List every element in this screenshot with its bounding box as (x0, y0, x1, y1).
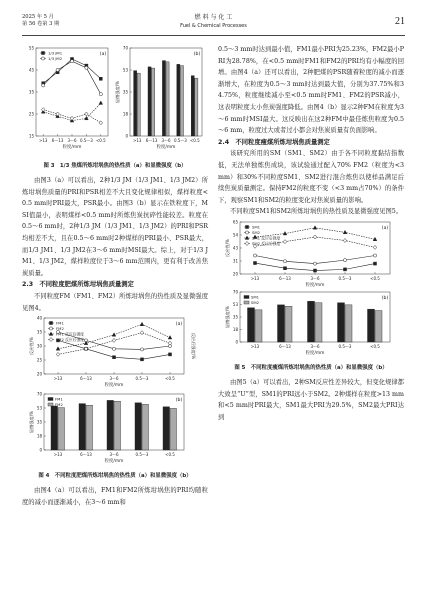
x-tick-label: 0.5～3 (135, 376, 149, 382)
legend-label: FM1 反应后强度 (56, 331, 85, 337)
x-tick-label: 0.5～3 (135, 452, 149, 458)
data-point (99, 93, 102, 96)
data-point (314, 269, 317, 272)
y-tick-label: 0 (39, 447, 42, 453)
y-tick-label: 70 (232, 289, 238, 295)
bar-chart-panel (114, 45, 202, 150)
x-tick-label: <0.5 (165, 452, 175, 458)
bar (315, 303, 322, 342)
x-tick-label: 6～13 (145, 138, 158, 143)
legend-swatch (48, 403, 53, 406)
legend-label: FM2 反应后强度 (56, 337, 85, 343)
y-tick-label: 53 (36, 405, 42, 411)
data-point (99, 101, 103, 104)
bar (114, 401, 121, 450)
y-axis-label: 显微强度/% (115, 80, 120, 104)
x-tick-label: 6～13 (279, 343, 291, 349)
data-point (313, 235, 317, 239)
figure-3 (22, 44, 208, 160)
figure-4 (22, 314, 208, 470)
bar (51, 406, 58, 450)
y-tick-label: 18 (36, 433, 42, 439)
y-axis-label: 反应性/% (29, 337, 34, 356)
x-tick-label: >13 (132, 138, 142, 143)
legend-marker (41, 57, 44, 60)
x-axis-label: 粒度/mm (104, 459, 124, 465)
x-axis-label: 粒度/mm (156, 145, 176, 150)
paragraph: 不同粒度FM（FM1、FM2）所炼坩埚焦的热性质及显微强度见图4。 (22, 292, 208, 312)
page-number: 21 (395, 16, 405, 27)
legend-marker (50, 322, 53, 325)
bar (152, 68, 155, 136)
x-tick-label: <0.5 (370, 275, 380, 281)
y-tick-label: 20 (232, 271, 238, 277)
y-tick-label: 43 (232, 245, 238, 251)
x-tick-label: <0.5 (370, 343, 380, 349)
data-point (56, 353, 60, 357)
legend-label: FM1 (56, 320, 64, 326)
y-tick-label: 35 (28, 89, 34, 95)
x-tick-label: 6～13 (51, 138, 64, 143)
data-point (42, 84, 45, 87)
bar (162, 61, 165, 136)
data-point (169, 353, 172, 356)
bar (375, 310, 382, 341)
bar (134, 71, 137, 136)
x-tick-label: >13 (53, 376, 63, 382)
data-point (374, 262, 377, 265)
data-point (343, 230, 347, 233)
x-tick-label: >13 (53, 452, 63, 458)
y-tick-label: 53 (232, 301, 238, 307)
legend-label: SM2 反应后强度 (252, 240, 281, 246)
figure-3-chart (22, 44, 208, 156)
data-point (141, 358, 144, 361)
data-point (313, 262, 316, 265)
panel-label: (a) (175, 322, 183, 328)
data-point (283, 240, 287, 244)
y-tick-label: 25 (36, 357, 42, 363)
y-tick-label: 55 (28, 45, 34, 51)
data-point (283, 260, 286, 263)
legend-swatch (244, 295, 249, 298)
bar (142, 405, 149, 451)
data-point (113, 356, 116, 359)
paragraph: 不同粒度SM1和SM2所炼坩埚焦的热性质及显微强度见图5。 (230, 208, 403, 216)
x-axis-label: 粒度/mm (305, 282, 325, 288)
bar (308, 301, 315, 342)
panel-label: (b) (193, 52, 201, 57)
figure-4-caption: 图 4 不同粒度肥煤所炼坩埚焦的热性质（a）和显微强度（b） (38, 473, 192, 480)
data-point (253, 254, 256, 257)
x-tick-label: 3～6 (67, 138, 77, 143)
legend-marker (49, 327, 52, 330)
panel-label: (a) (381, 225, 389, 231)
issue-line-2: 第 56 卷第 3 期 (22, 21, 60, 27)
x-tick-label: <0.5 (165, 376, 175, 382)
legend-label: SM1 (252, 224, 261, 230)
data-point (70, 116, 74, 120)
data-point (85, 116, 89, 119)
legend-label: SM1 (251, 294, 260, 300)
bar (137, 73, 140, 136)
data-point (85, 66, 88, 69)
bar-chart-panel (224, 289, 390, 356)
paragraph: 由图3（a）可以看出，2种1/3 JM（1/3 JM1、1/3 JM2）所炼坩埚焦质量的PRI和PSR相差不大且变化规律相似，煤样粒度<0.5 mm时PRI最大，PSR最小。由图3（b）显示在铁粒度下，MSI值最小，表明煤样<0.5 mm时所炼焦炭抗碎性能较差。粒度在0.5～6 mm时，2种1/3 JM（1/3 JM1、1/3 JM2）的PRI和PSR均相差不大，且在0.5～6 mm时2种煤样的PRI最小、PSR最大，而1/3 JM1、1/3 JM2在3～6 mm时MSI最大。综上，对于1/3 JM1、1/3 JM2，煤样粒度位于3～6 mm范围内，更有利于改善焦炭质量。 (22, 177, 208, 277)
legend-marker (246, 225, 249, 228)
x-tick-label: 3～6 (310, 343, 320, 349)
y-tick-label: 15 (28, 133, 34, 139)
left-column (22, 44, 208, 508)
page-header (22, 14, 405, 36)
section-heading-2-4: 2.4 不同粒度瘦煤所炼坩埚焦质量测定 (218, 138, 330, 146)
x-tick-label: 6～13 (80, 452, 92, 458)
legend-marker (49, 332, 53, 335)
x-axis-label: 粒度/mm (62, 145, 82, 150)
line-chart-panel (224, 219, 390, 288)
y-tick-label: 65 (232, 219, 238, 225)
x-tick-label: 6～13 (80, 376, 92, 382)
bar (148, 67, 151, 136)
x-tick-label: 3～6 (109, 376, 119, 382)
bar (163, 407, 170, 450)
legend-marker (245, 236, 249, 239)
y2-axis-label: 反应后强度/% (191, 332, 196, 360)
legend-marker (245, 231, 248, 234)
bar (285, 306, 292, 342)
legend-label: SM2 (252, 229, 261, 235)
y-tick-label: 0 (125, 133, 128, 139)
bar (58, 408, 65, 450)
data-point (373, 245, 377, 249)
bar (368, 309, 375, 342)
x-tick-label: 0.5～3 (338, 343, 352, 349)
y-tick-label: 70 (36, 391, 42, 397)
bar (255, 310, 262, 342)
data-point (373, 254, 376, 257)
data-point (56, 68, 59, 71)
bar (248, 308, 255, 342)
data-point (41, 108, 45, 112)
bar (79, 404, 86, 450)
x-tick-label: >13 (250, 275, 260, 281)
data-point (168, 341, 172, 345)
section-heading-2-3: 2.3 不同粒度肥煤所炼坩埚焦质量测定 (22, 281, 134, 289)
y-tick-label: 35 (36, 419, 42, 425)
y-tick-label: 20 (36, 371, 42, 377)
y-tick-label: 18 (232, 326, 238, 332)
x-tick-label: 0.5～3 (173, 138, 187, 143)
data-point (85, 112, 89, 116)
data-point (56, 112, 60, 116)
x-tick-label: 0.5～3 (338, 275, 352, 281)
bar (278, 305, 285, 342)
x-tick-label: >13 (250, 343, 260, 349)
paragraph: 0.5～3 mm时达到最小值，FM1最小PRI为25.23%，FM2最小PRI为28.78%，在<0.5 mm时FM1和FM2的PRI均有小幅度的回增。由图4（a）还可以看出，2种肥煤的PSR随着粒度的减小而逐渐增大，在粒度为0.5～3 mm时达到最大值，分别为37.75%和34.75%，粒度继续减小至<0.5 mm时FM1、FM2的PSR减小，这表明粒度太小焦炭强度降低。由图4（b）显示2种FM在粒度为3～6 mm时MSI最大。这反映出在这2种FM中最佳炼焦粒度为0.5～6 mm，粒度过大或者过小都会对焦炭质量有负面影响。 (218, 46, 404, 135)
x-tick-label: 6～13 (279, 275, 291, 281)
y-tick-label: 0 (235, 339, 238, 345)
bar (166, 62, 169, 136)
line-chart-panel (28, 316, 197, 389)
legend-marker (42, 52, 45, 55)
right-column (218, 44, 404, 423)
journal-title-cn: 燃 料 与 化 工 (194, 14, 233, 21)
legend-label: FM1 (55, 396, 63, 402)
data-point (99, 121, 103, 125)
data-point (168, 336, 172, 339)
data-point (254, 261, 257, 264)
data-point (112, 347, 115, 350)
y-axis-label: 反应性/% (225, 238, 230, 257)
data-point (112, 333, 116, 336)
bar (191, 76, 194, 136)
paragraph: 由图4（a）可以看出，FM1和FM2所炼坩埚焦的PRI均随粒度的减小而逐渐减小，在3～6 mm和 (22, 487, 208, 506)
x-tick-label: <0.5 (189, 138, 200, 143)
data-point (344, 268, 347, 271)
legend-label: SM2 (251, 299, 260, 305)
bar (180, 66, 183, 136)
panel-label: (b) (381, 295, 389, 301)
issue-line-1: 2025 年 5 月 (22, 14, 54, 20)
legend-label: SM1 反应后强度 (252, 235, 281, 241)
y-tick-label: 53 (122, 67, 128, 73)
figure-5-chart (218, 218, 404, 358)
legend-swatch (48, 398, 53, 401)
bar (195, 78, 198, 136)
y-tick-label: 54 (232, 232, 238, 238)
journal-title (22, 14, 405, 30)
y-tick-label: 70 (122, 45, 128, 51)
legend-label: FM2 (55, 402, 63, 408)
y-tick-label: 35 (122, 89, 128, 95)
legend-label: 1/3 JM1 (48, 50, 63, 56)
plot-frame (240, 222, 390, 274)
line-chart-panel (29, 45, 108, 150)
x-tick-label: <0.5 (95, 138, 106, 143)
paragraph: 该研究所用的SM（SM1、SM2）由于各不同粒度黏结指数低，无法单独炼焦成块，该试验通过配入70% FM2（粒度为<3 mm）和30%不同粒度SM1、SM2进行混合炼焦以使样品满足后续焦炭质量测定。保持FM2的粒度不变（<3 mm占70%）的条件下，观察SM1和SM2的粒度变化对焦炭质量的影响。 (218, 150, 404, 204)
bar (177, 64, 180, 136)
y-axis-label: 显微强度/% (225, 305, 230, 328)
y-tick-label: 31 (232, 258, 238, 264)
data-point (284, 267, 287, 270)
data-point (140, 331, 144, 335)
journal-title-en: Fuel & Chemical Processes (180, 23, 247, 29)
data-point (99, 77, 102, 80)
bar (338, 303, 345, 342)
data-point (112, 339, 116, 343)
legend-marker (49, 338, 53, 342)
legend-swatch (244, 301, 249, 304)
data-point (313, 226, 317, 229)
legend-label: 1/3 JM2 (48, 55, 63, 61)
bar (107, 401, 114, 451)
bar (170, 409, 177, 451)
panel-label: (b) (175, 398, 183, 404)
y-axis-label: 显微强度/% (29, 411, 34, 434)
x-axis-label: 粒度/mm (104, 383, 124, 389)
y-tick-label: 40 (36, 315, 42, 321)
y-tick-label: 45 (28, 67, 34, 73)
legend-label: FM2 (56, 326, 64, 332)
data-point (343, 258, 346, 261)
bar-chart-panel (28, 392, 184, 465)
series-line (43, 61, 101, 94)
bar (86, 405, 93, 450)
figure-3-caption: 图 3 1/3 焦煤所炼坩埚焦的热性质（a）和显微强度（b） (43, 163, 187, 169)
y-tick-label: 30 (36, 343, 42, 349)
x-tick-label: 0.5～3 (79, 138, 93, 143)
figure-5-caption: 图 5 不同粒度瘦煤所炼坩埚焦的热性质（a）和显微强度（b） (234, 364, 388, 371)
x-tick-label: 3～6 (161, 138, 171, 143)
data-point (140, 322, 144, 325)
figure-4-chart (22, 314, 208, 466)
panel-label: (a) (99, 52, 107, 57)
data-point (140, 348, 143, 351)
y-tick-label: 35 (36, 329, 42, 335)
data-point (70, 60, 73, 63)
y-tick-label: 35 (232, 314, 238, 320)
x-tick-label: >13 (38, 138, 48, 143)
plot-frame (44, 318, 184, 374)
x-tick-label: 3～6 (109, 452, 119, 458)
x-tick-label: 3～6 (310, 275, 320, 281)
x-axis-label: 粒度/mm (305, 350, 325, 356)
y-tick-label: 18 (122, 111, 128, 117)
data-point (343, 238, 347, 242)
paragraph: 由图5（a）可以看出，2种SM反应性差异较大，但变化规律都大致呈“U”型，SM1的PRI远小于SM2。2种煤样在粒度>13 mm和<5 mm时PRI最大，SM1最大PRI为29.5%，SM2最大PRI达到 (218, 378, 404, 421)
bar (135, 403, 142, 450)
figure-5 (218, 218, 404, 362)
bar (345, 305, 352, 342)
legend-marker (245, 241, 249, 245)
y-tick-label: 25 (28, 111, 34, 117)
